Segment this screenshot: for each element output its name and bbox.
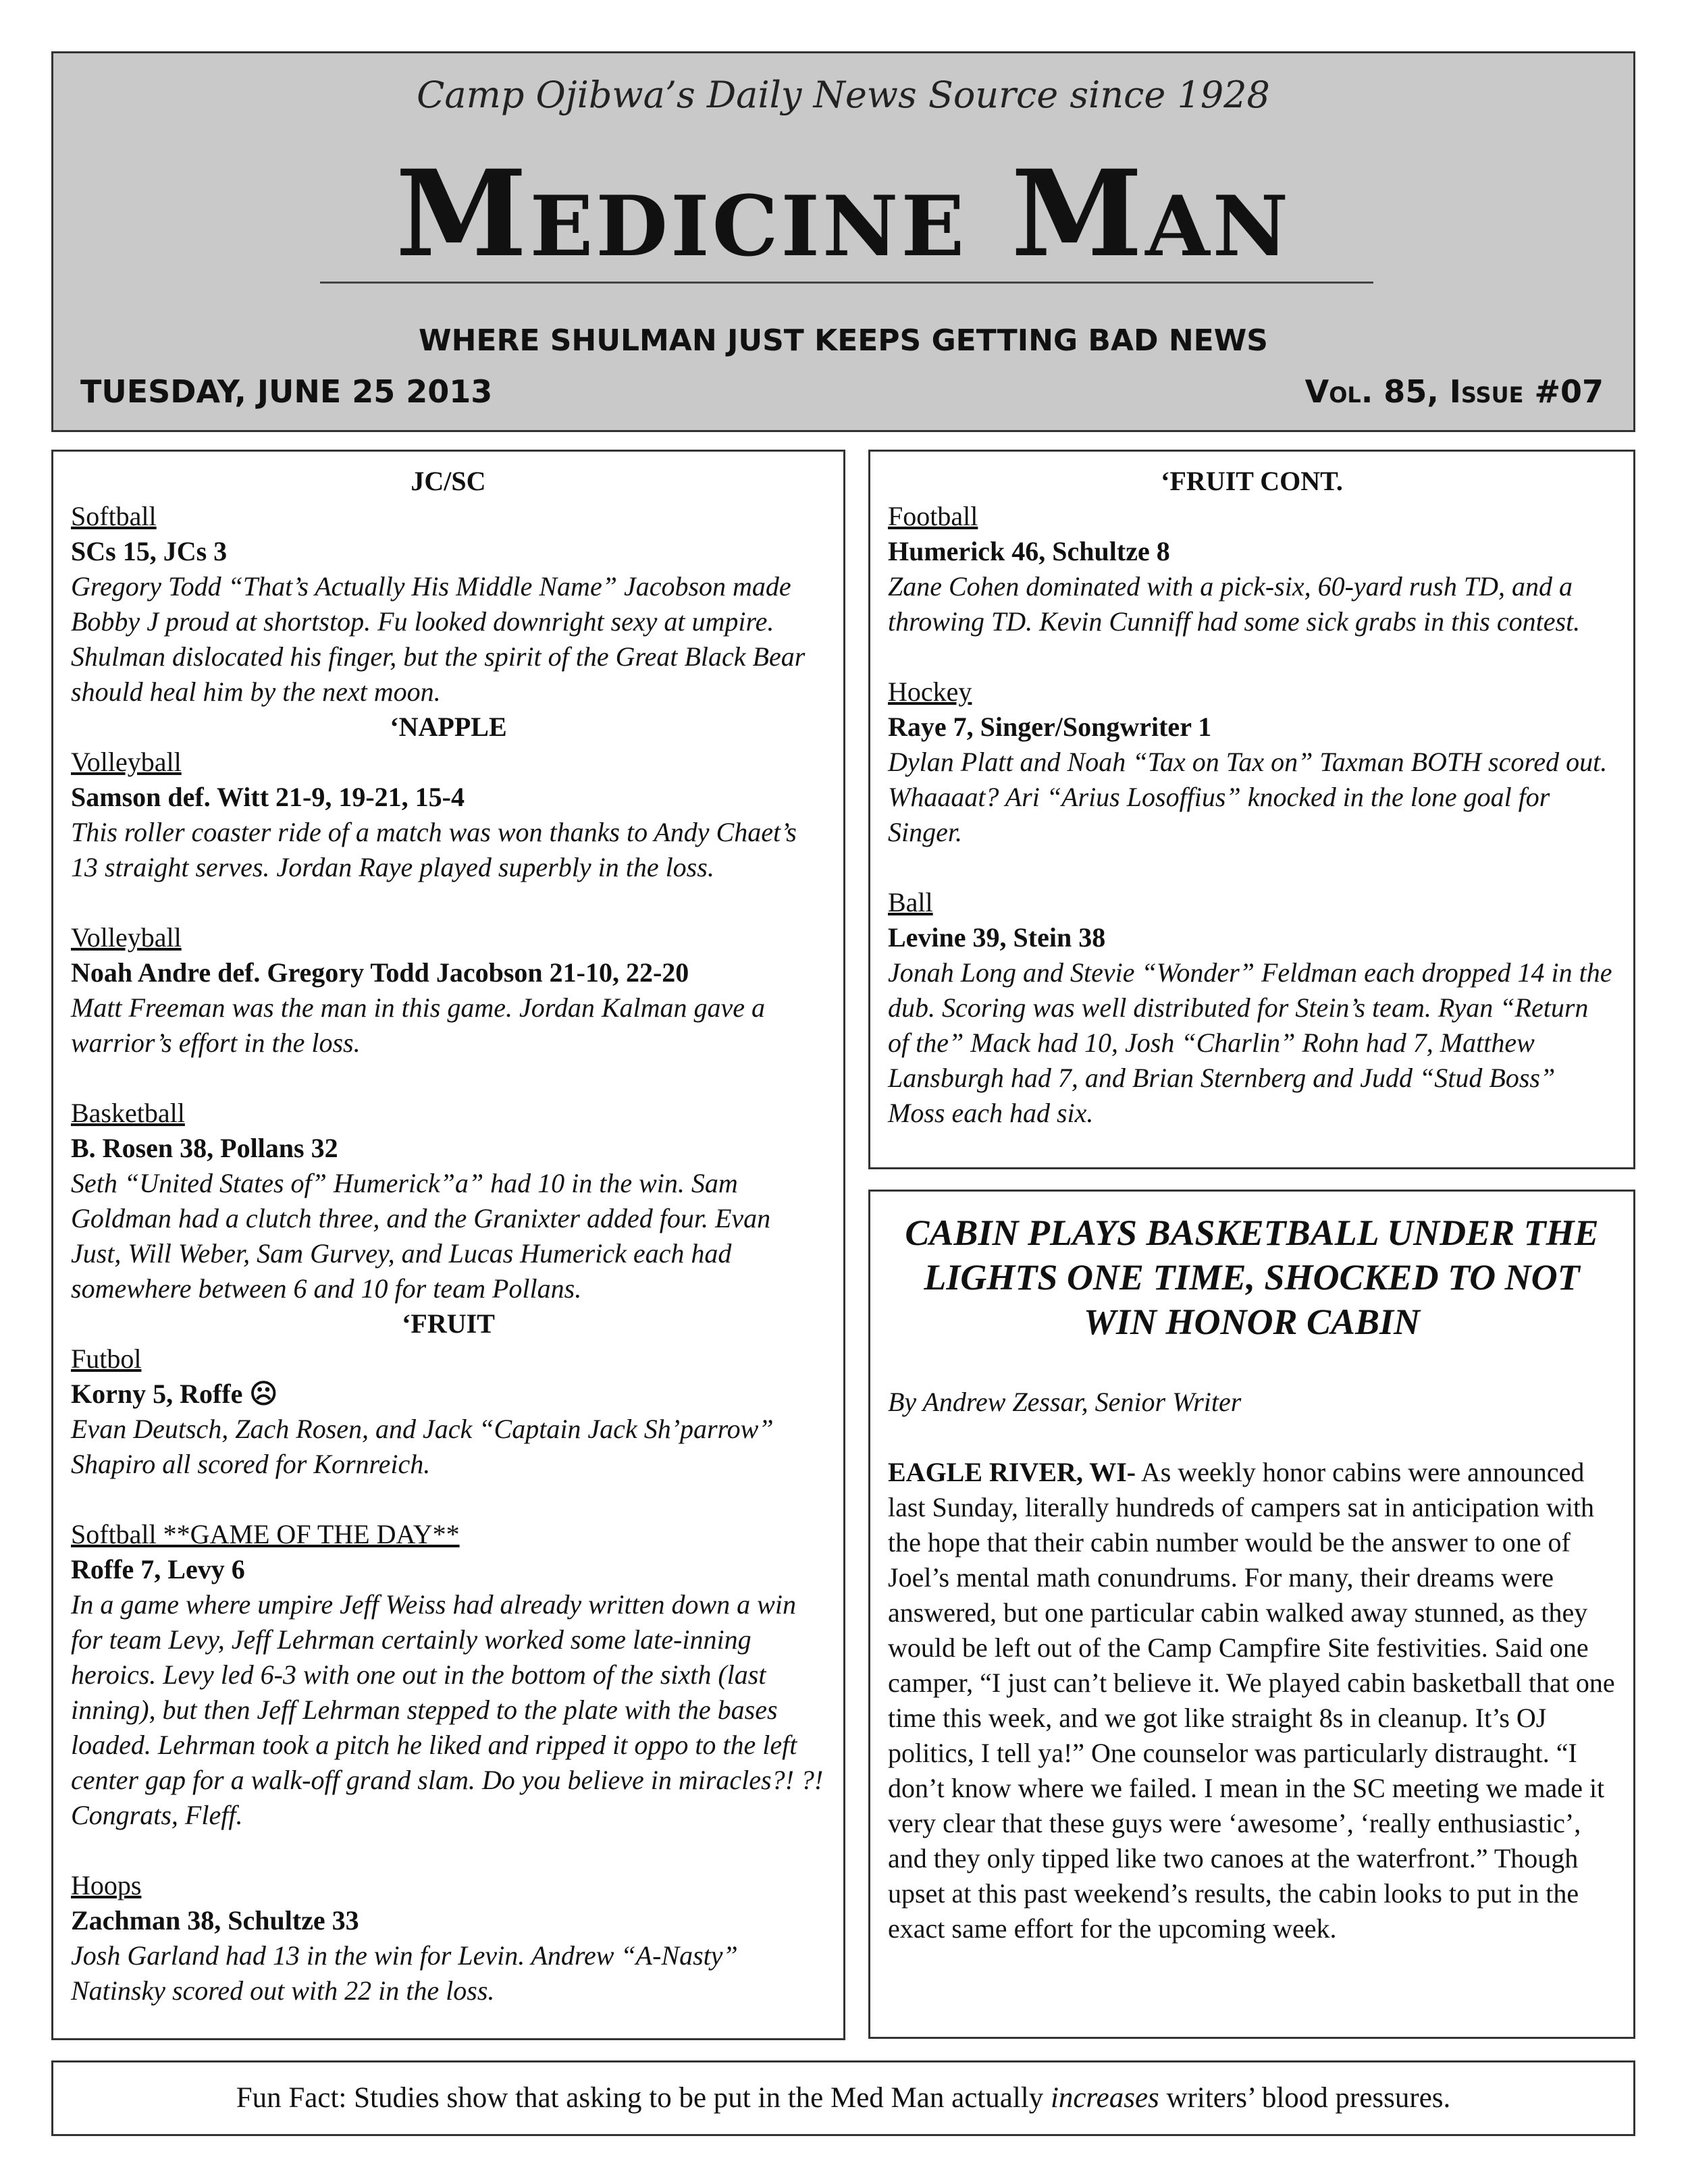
fun-fact-text-end: writers’ blood pressures.	[1159, 2082, 1451, 2114]
game-sport: Ball	[888, 887, 933, 917]
game-recap: Josh Garland had 13 in the win for Levin. Andrew “A-Nasty” Natinsky scored out with 22 in the loss.	[71, 1940, 738, 2006]
feature-article	[868, 1190, 1635, 2039]
issue-date: TUESDAY, JUNE 25 2013	[80, 373, 493, 410]
article-body	[888, 1455, 1616, 1946]
game-score: SCs 15, JCs 3	[71, 536, 228, 566]
game-recap: This roller coaster ride of a match was won thanks to Andy Chaet’s 13 straight serves. Jordan Raye played superbly in the loss.	[71, 817, 797, 882]
game-score: Samson def. Witt 21-9, 19-21, 15-4	[71, 782, 465, 812]
game-score: Roffe 7, Levy 6	[71, 1554, 245, 1584]
game-sport: Football	[888, 501, 978, 531]
section-heading-fruit-cont: ‘FRUIT CONT.	[1161, 466, 1343, 496]
game-score: B. Rosen 38, Pollans 32	[71, 1133, 338, 1163]
section-heading-jcsc: JC/SC	[411, 466, 486, 496]
game-sport: Volleyball	[71, 922, 182, 953]
game-recap: Seth “United States of” Humerick”a” had 10 in the win. Sam Goldman had a clutch three, and the Granixter added four. Evan Just, Will Weber, Sam Gurvey, and Lucas Humerick each had somewhere between 6 and 10 for team Pollans.	[71, 1168, 771, 1304]
section-heading-fruit: ‘FRUIT	[402, 1308, 495, 1339]
scores-column-left	[51, 450, 845, 2040]
article-byline: By Andrew Zessar, Senior Writer	[888, 1387, 1242, 1417]
game-sport: Hockey	[888, 676, 972, 707]
game-score: Levine 39, Stein 38	[888, 922, 1106, 953]
masthead	[51, 51, 1635, 432]
issue-volume: Vol. 85, Issue #07	[1304, 373, 1604, 410]
fun-fact-emphasis: increases	[1050, 2082, 1159, 2114]
article-text: As weekly honor cabins were announced last Sunday, literally hundreds of campers sat in anticipation with the hope that their cabin number would be the answer to one of Joel’s mental math conundrums. For many, their dreams were answered, but one particular cabin walked away stunned, as they would be left out of the Camp Campfire Site festivities. Said one camper, “I just can’t believe it. We played cabin basketball that one time this week, and we got like straight 8s in cleanup. It’s OJ politics, I tell ya!” One counselor was particularly distraught. “I don’t know where we failed. I mean in the SC meeting we made it very clear that these guys were ‘awesome’, ‘really enthusiastic’, and they only tipped like two canoes at the waterfront.” Though upset at this past weekend’s results, the cabin looks to put in the exact same effort for the upcoming week.	[888, 1457, 1615, 1944]
title-underline	[320, 282, 1373, 284]
game-score: Zachman 38, Schultze 33	[71, 1905, 359, 1936]
game-score: Korny 5, Roffe ☹	[71, 1379, 278, 1409]
fun-fact-text: Fun Fact: Studies show that asking to be put in the Med Man actually	[236, 2082, 1051, 2114]
game-recap: Zane Cohen dominated with a pick-six, 60-yard rush TD, and a throwing TD. Kevin Cunniff had some sick grabs in this contest.	[888, 571, 1581, 637]
game-recap: Jonah Long and Stevie “Wonder” Feldman each dropped 14 in the dub. Scoring was well distributed for Stein’s team. Ryan “Return of the” Mack had 10, Josh “Charlin” Rohn had 7, Matthew Lansburgh had 7, and Brian Sternberg and Judd “Stud Boss” Moss each had six.	[888, 957, 1612, 1128]
article-dateline: EAGLE RIVER, WI-	[888, 1457, 1136, 1487]
newspaper-title: Medicine Man	[395, 144, 1292, 284]
game-score: Noah Andre def. Gregory Todd Jacobson 21-10, 22-20	[71, 957, 689, 988]
masthead-subtitle: WHERE SHULMAN JUST KEEPS GETTING BAD NEWS	[419, 323, 1268, 358]
game-sport: Volleyball	[71, 747, 182, 777]
game-score: Humerick 46, Schultze 8	[888, 536, 1170, 566]
fun-fact-box	[51, 2060, 1635, 2136]
game-recap: Dylan Platt and Noah “Tax on Tax on” Taxman BOTH scored out. Whaaaat? Ari “Arius Losoffius” knocked in the lone goal for Singer.	[888, 747, 1608, 847]
game-sport: Softball **GAME OF THE DAY**	[71, 1519, 460, 1549]
masthead-tagline: Camp Ojibwa’s Daily News Source since 1928	[417, 74, 1270, 116]
game-score: Raye 7, Singer/Songwriter 1	[888, 712, 1212, 742]
game-sport: Basketball	[71, 1098, 185, 1128]
game-sport: Softball	[71, 501, 157, 531]
game-recap: Evan Deutsch, Zach Rosen, and Jack “Captain Jack Sh’parrow” Shapiro all scored for Kornreich.	[71, 1414, 774, 1479]
section-heading-napple: ‘NAPPLE	[390, 712, 507, 742]
game-sport: Futbol	[71, 1343, 142, 1374]
game-sport: Hoops	[71, 1870, 142, 1900]
article-headline: CABIN PLAYS BASKETBALL UNDER THE LIGHTS ONE TIME, SHOCKED TO NOT WIN HONOR CABIN	[905, 1213, 1599, 1342]
game-recap: Matt Freeman was the man in this game. Jordan Kalman gave a warrior’s effort in the loss.	[71, 992, 766, 1058]
game-recap: In a game where umpire Jeff Weiss had already written down a win for team Levy, Jeff Lehrman certainly worked some late-inning heroics. Levy led 6-3 with one out in the bottom of the sixth (last inning), but then Jeff Lehrman stepped to the plate with the bases loaded. Lehrman took a pitch he liked and ripped it oppo to the left center gap for a walk-off grand slam. Do you believe in miracles?! ?! Congrats, Fleff.	[71, 1589, 824, 1830]
game-recap: Gregory Todd “That’s Actually His Middle Name” Jacobson made Bobby J proud at shortstop. Fu looked downright sexy at umpire. Shulman dislocated his finger, but the spirit of the Great Black Bear should heal him by the next moon.	[71, 571, 806, 707]
scores-column-right	[868, 450, 1635, 1169]
